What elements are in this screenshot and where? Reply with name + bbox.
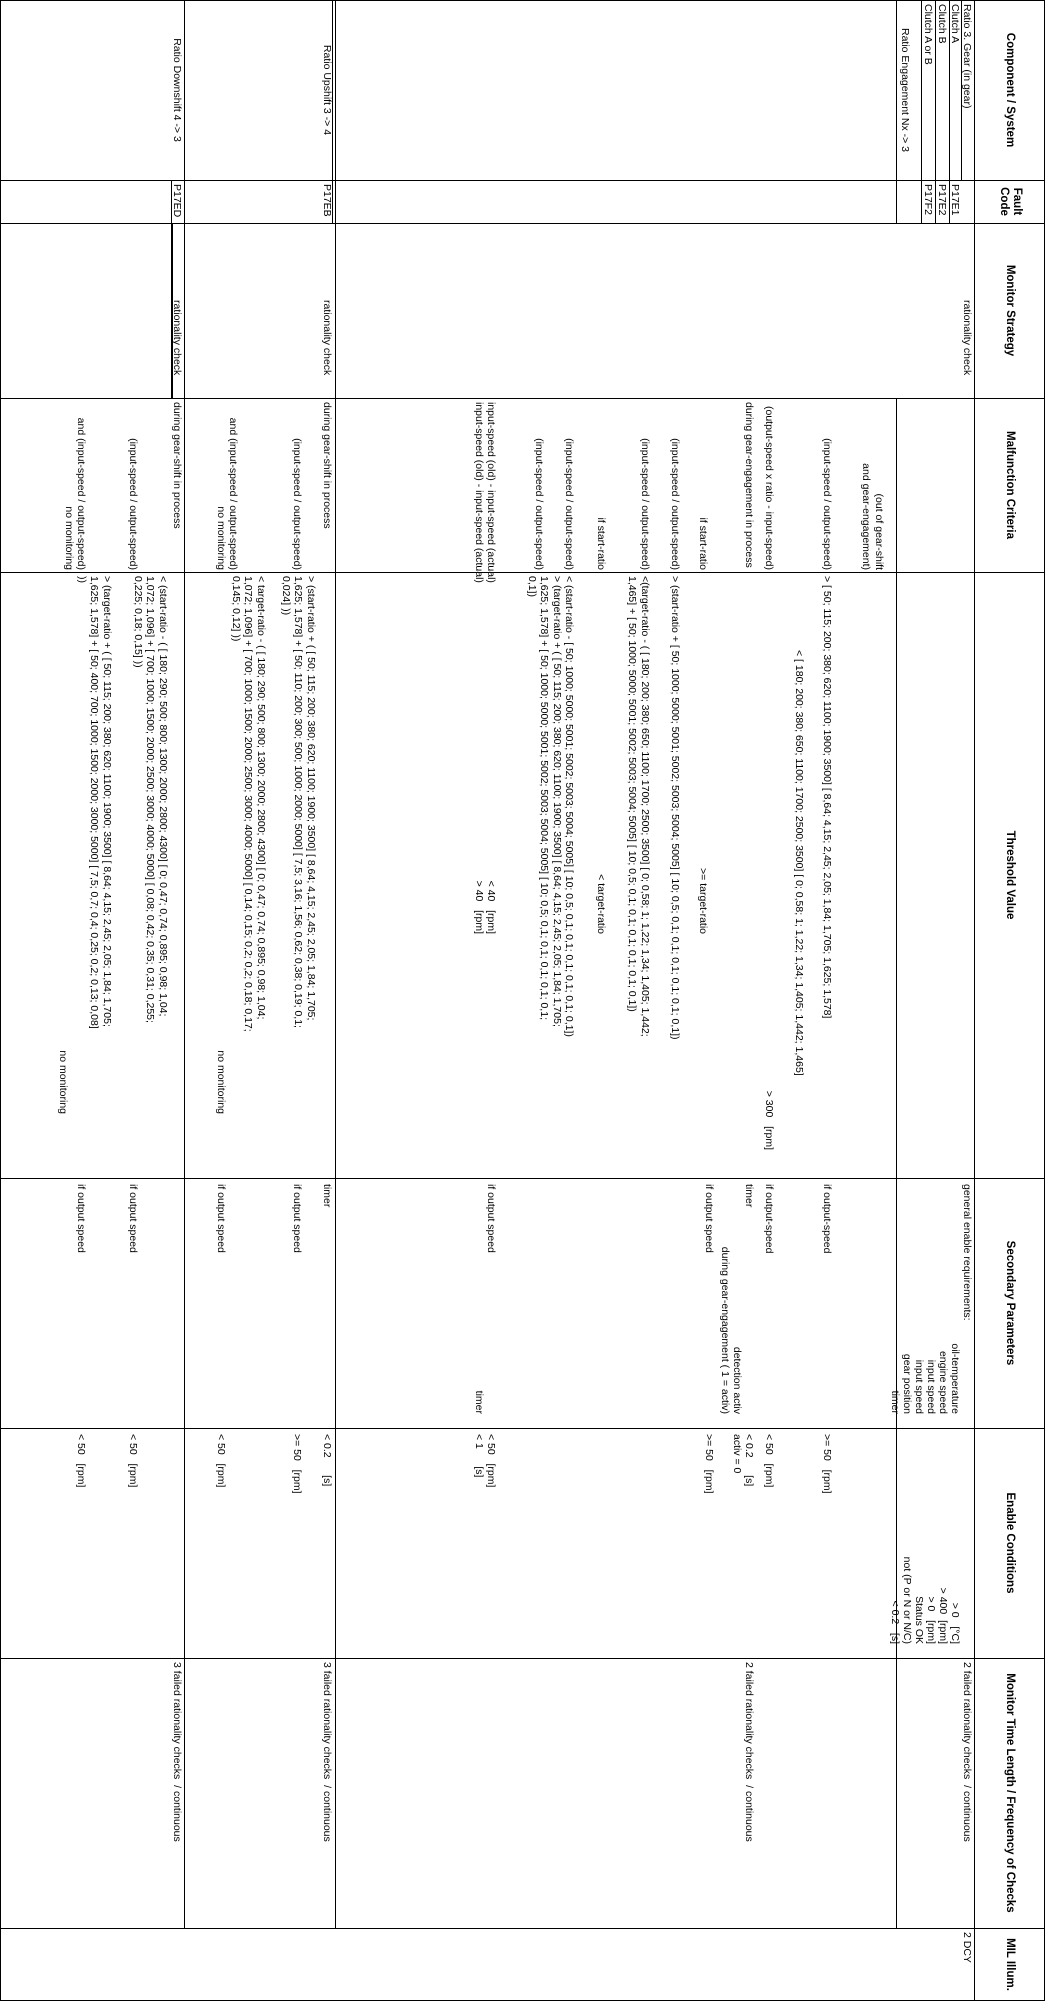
malfunction-criteria: (input-speed / output-speed) [669, 438, 681, 570]
row-rule [896, 398, 897, 1928]
component-name: Clutch B [936, 4, 948, 44]
threshold-value: < (start-ratio - ( [ 180; 290; 500; 800; 1300; 2000; 2800; 4300] [ 0; 0,47; 0,74; 0,895; 0,98; 1,04; 1,072; 1,096] + [ 700; 1000; 1500; 2000; 2500; 3000; 4000; 5000] [ 0,08; 0,42; 0,35; 0,31; 0,255; 0,225; 0,18; 0,15] )) [132, 576, 169, 1023]
header-enable-conditions: Enable Conditions [1004, 1492, 1017, 1594]
secondary-param: during gear-engagement ( 1 = activ) [719, 1246, 731, 1414]
secondary-param: timer [321, 1184, 333, 1208]
enable-condition: not (P or N or N/C) [901, 1556, 913, 1644]
threshold-value: > (target-ratio + ( [ 50; 115; 200; 380; 620; 1100; 1900; 3500] [ 8,64; 4,15; 2,45; 2,05; 1,84; 1,705; 1,625; 1,578] + [ 50; 400; 700; 1000; 1500; 2000; 3000; 5000] [ 7,5; 0,7; 0,4; 0,25; 0,2; 0,13; 0,08] )) [76, 576, 113, 1029]
secondary-param: if output-speed [821, 1184, 833, 1254]
general-enable: general enable requirements: [961, 1184, 973, 1321]
monitor-time: 3 failed rationality checks / continuous [171, 1662, 183, 1842]
threshold-value: < (start-ratio - [ 50; 1000; 5000; 5001; 5002; 5003; 5004; 5005] [ 10; 0,5; 0,1; 0,1; 0,1; 0,1; 0,1; 0,1]) [563, 576, 575, 1037]
enable-condition: >= 50 [rpm] [703, 1434, 715, 1494]
threshold-value: < 40 [rpm] [485, 880, 497, 934]
malfunction-criteria: input-speed (old) - input-speed (actual) [485, 402, 497, 583]
secondary-param: oil-temperature [949, 1343, 961, 1414]
mil-illumination: 2 DCY [961, 1932, 973, 1963]
enable-condition: > 400 [rpm] [937, 1587, 949, 1644]
row-rule [896, 0, 897, 223]
malfunction-criteria: (input-speed / output-speed) [533, 438, 545, 570]
component-name: Ratio Engagement Nx -> 3 [899, 27, 911, 153]
monitor-strategy: rationality check [961, 300, 973, 376]
secondary-param: detection activ [731, 1346, 743, 1414]
row-rule [335, 0, 336, 398]
monitor-time: 2 failed rationality checks / continuous [743, 1662, 755, 1842]
enable-condition: < 50 [rpm] [127, 1434, 139, 1488]
malfunction-criteria: (input-speed / output-speed) [821, 438, 833, 570]
secondary-param: if output speed [127, 1184, 139, 1253]
component-name: Ratio Downshift 4 -> 3 [171, 38, 183, 142]
enable-condition: >= 50 [rpm] [291, 1434, 303, 1494]
fault-code: P17EB [321, 184, 333, 217]
threshold-value: > 300 [rpm] [763, 1090, 775, 1150]
col-divider [0, 1178, 1045, 1179]
col-divider [0, 223, 1045, 224]
fault-code: P17ED [171, 184, 183, 218]
malfunction-criteria: input-speed (old) - input-speed (actual) [473, 402, 485, 583]
secondary-param: timer [743, 1184, 755, 1208]
col-divider [0, 1658, 1045, 1659]
row-rule [335, 398, 336, 1928]
secondary-param: if output speed [485, 1184, 497, 1253]
malfunction-head: during gear-shift in process [321, 402, 333, 529]
enable-condition: < 50 [rpm] [215, 1434, 227, 1488]
secondary-param: engine speed [937, 1350, 949, 1414]
header-time-length: Monitor Time Length / Frequency of Checks [1004, 1673, 1017, 1913]
fault-code: P17F2 [922, 184, 934, 215]
col-divider [0, 1428, 1045, 1429]
threshold-value: >= target-ratio [697, 868, 709, 934]
secondary-param: if output speed [291, 1184, 303, 1253]
malfunction-head: during gear-shift in process [171, 402, 183, 529]
header-monitor-strategy: Monitor Strategy [1004, 264, 1017, 357]
secondary-param: if output speed [75, 1184, 87, 1253]
col-divider [0, 398, 1045, 399]
malfunction-criteria: (input-speed / output-speed) [127, 438, 139, 570]
secondary-param: if output speed [215, 1184, 227, 1253]
threshold-value: no monitoring [215, 1050, 227, 1114]
monitor-time: 2 failed rationality checks / continuous [961, 1662, 973, 1842]
header-component: Component / System [1004, 32, 1017, 148]
secondary-param: input speed [925, 1359, 937, 1414]
malfunction-criteria: (input-speed / output-speed) [639, 438, 651, 570]
threshold-value: > [ 50; 115; 200; 380; 620; 1100; 1900; 3500] [ 8,64; 4,15; 2,45; 2,05; 1,84; 1,705; 1,625; 1,578] [821, 576, 833, 1019]
header-malfunction-criteria: Malfunction Criteria [1004, 431, 1017, 539]
row-rule [184, 0, 185, 1928]
header-mil: MIL Illum. [1004, 1938, 1017, 1991]
col-divider [0, 572, 1045, 573]
malfunction-criteria: no monitoring [215, 506, 227, 570]
enable-condition: < 0.2 [s] [743, 1434, 755, 1487]
enable-condition: > 0 [rpm] [925, 1596, 937, 1644]
fault-code: P17E2 [936, 184, 948, 216]
enable-condition: Status OK [913, 1596, 925, 1644]
monitor-strategy: rationality check [171, 300, 183, 376]
header-secondary-parameters: Secondary Parameters [1004, 1240, 1017, 1366]
threshold-value: no monitoring [57, 1050, 69, 1114]
malfunction-criteria: (output-speed x ratio - input-speed) [763, 405, 775, 570]
threshold-value: > (target-ratio + ( [ 50; 115; 200; 380; 620; 1100; 1900; 3500] [ 8,64; 4,15; 2,45; 2,05; 1,84; 1,705; 1,625; 1,578] + [ 50; 1000; 5000; 5001; 5002; 5003; 5004; 5005] [ 10; 0,5; 0,1; 0,1; 0,1; 0,1; 0,1; 0,1]) [526, 576, 563, 1027]
malfunction-criteria: no monitoring [63, 506, 75, 570]
malfunction-criteria: and (input-speed / output-speed) [227, 417, 239, 570]
enable-condition: < 50 [rpm] [485, 1434, 497, 1488]
secondary-param: timer [889, 1390, 901, 1414]
malfunction-criteria: (input-speed / output-speed) [291, 438, 303, 570]
fault-code: P17E1 [949, 184, 961, 216]
secondary-param: timer [473, 1390, 485, 1414]
enable-condition: < 0.2 [s] [321, 1434, 333, 1487]
secondary-param: if output speed [703, 1184, 715, 1253]
enable-condition: < 50 [rpm] [75, 1434, 87, 1488]
component-name: Clutch A or B [922, 4, 934, 65]
secondary-param: input speed [913, 1359, 925, 1414]
malfunction-criteria: and (input-speed / output-speed) [75, 417, 87, 570]
header-fault-code: Fault Code [998, 187, 1023, 216]
enable-condition: > 0 [°C] [949, 1602, 961, 1644]
enable-condition: >= 50 [rpm] [821, 1434, 833, 1494]
threshold-value: < target-ratio - ( [ 180; 290; 500; 800; 1300; 2000; 2800; 4300] [ 0; 0,47; 0,74; 0,895; 0,98; 1,04; 1,072; 1,096] + [ 700; 1000; 1500; 2000; 2500; 3000; 4000; 5000] [ 0,14; 0,15; 0,2; 0,2; 0,18; 0,17; 0,145; 0,12] )) [230, 576, 267, 1032]
enable-condition: < 0.2 [s] [889, 1600, 901, 1644]
malfunction-criteria: if start-ratio [697, 517, 709, 570]
threshold-value: > (start-ratio + ( [ 50; 115; 200; 380; 620; 1100; 1900; 3500] [ 8,64; 4,15; 2,45; 2,05; 1,84; 1,705; 1,625; 1,578] + [ 50; 110; 200; 300; 500; 1000; 2000; 5000] [ 7,5; 3,16; 1,56; 0,62; 0,38; 0,19; 0,1; 0,024] )) [280, 576, 317, 1028]
threshold-value: > 40 [rpm] [473, 880, 485, 934]
component-name: Ratio 3. Gear (in gear) [961, 4, 973, 109]
component-name: Ratio Upshift 3 -> 4 [321, 44, 333, 136]
enable-condition: < 1 [s] [473, 1434, 485, 1478]
secondary-param: gear position [901, 1353, 913, 1414]
threshold-value: < target-ratio [595, 874, 607, 934]
component-name: Clutch A [949, 4, 961, 44]
malfunction-criteria: (out of gear-shift and gear-engagement) [860, 463, 885, 570]
monitor-strategy: rationality check [321, 300, 333, 376]
enable-condition: < 50 [rpm] [763, 1434, 775, 1488]
col-divider [0, 180, 1045, 181]
threshold-value: <(target-ratio - ( [ 180; 200; 380; 650; 1100; 1700; 2500; 3500] [ 0; 0,58; 1; 1,22; 1,34; 1,405; 1,442; 1,465] + [ 50; 1000; 5000; 5001; 5002; 5003; 5004; 5005] [ 10; 0,5; 0,1; 0,1; 0,1; 0,1; 0,1; 0,1]) [626, 576, 651, 1037]
enable-condition: activ = 0 [731, 1434, 743, 1474]
threshold-value: < [ 180; 200; 380; 650; 1100; 1700; 2500; 3500] [ 0; 0,58; 1; 1,22; 1,34; 1,405; 1,442; 1,465] [793, 650, 805, 1076]
malfunction-criteria: (input-speed / output-speed) [563, 438, 575, 570]
secondary-param: if output-speed [763, 1184, 775, 1254]
threshold-value: > (start-ratio + [ 50; 1000; 5000; 5001; 5002; 5003; 5004; 5005] [ 10; 0,5; 0,1; 0,1; 0,1; 0,1; 0,1; 0,1]) [669, 576, 681, 1040]
header-threshold-value: Threshold Value [1004, 830, 1017, 920]
malfunction-head: during gear-engagement in process [743, 402, 755, 568]
col-divider [0, 1928, 1045, 1929]
monitor-time: 3 failed rationality checks / continuous [321, 1662, 333, 1842]
malfunction-criteria: if start-ratio [595, 517, 607, 570]
